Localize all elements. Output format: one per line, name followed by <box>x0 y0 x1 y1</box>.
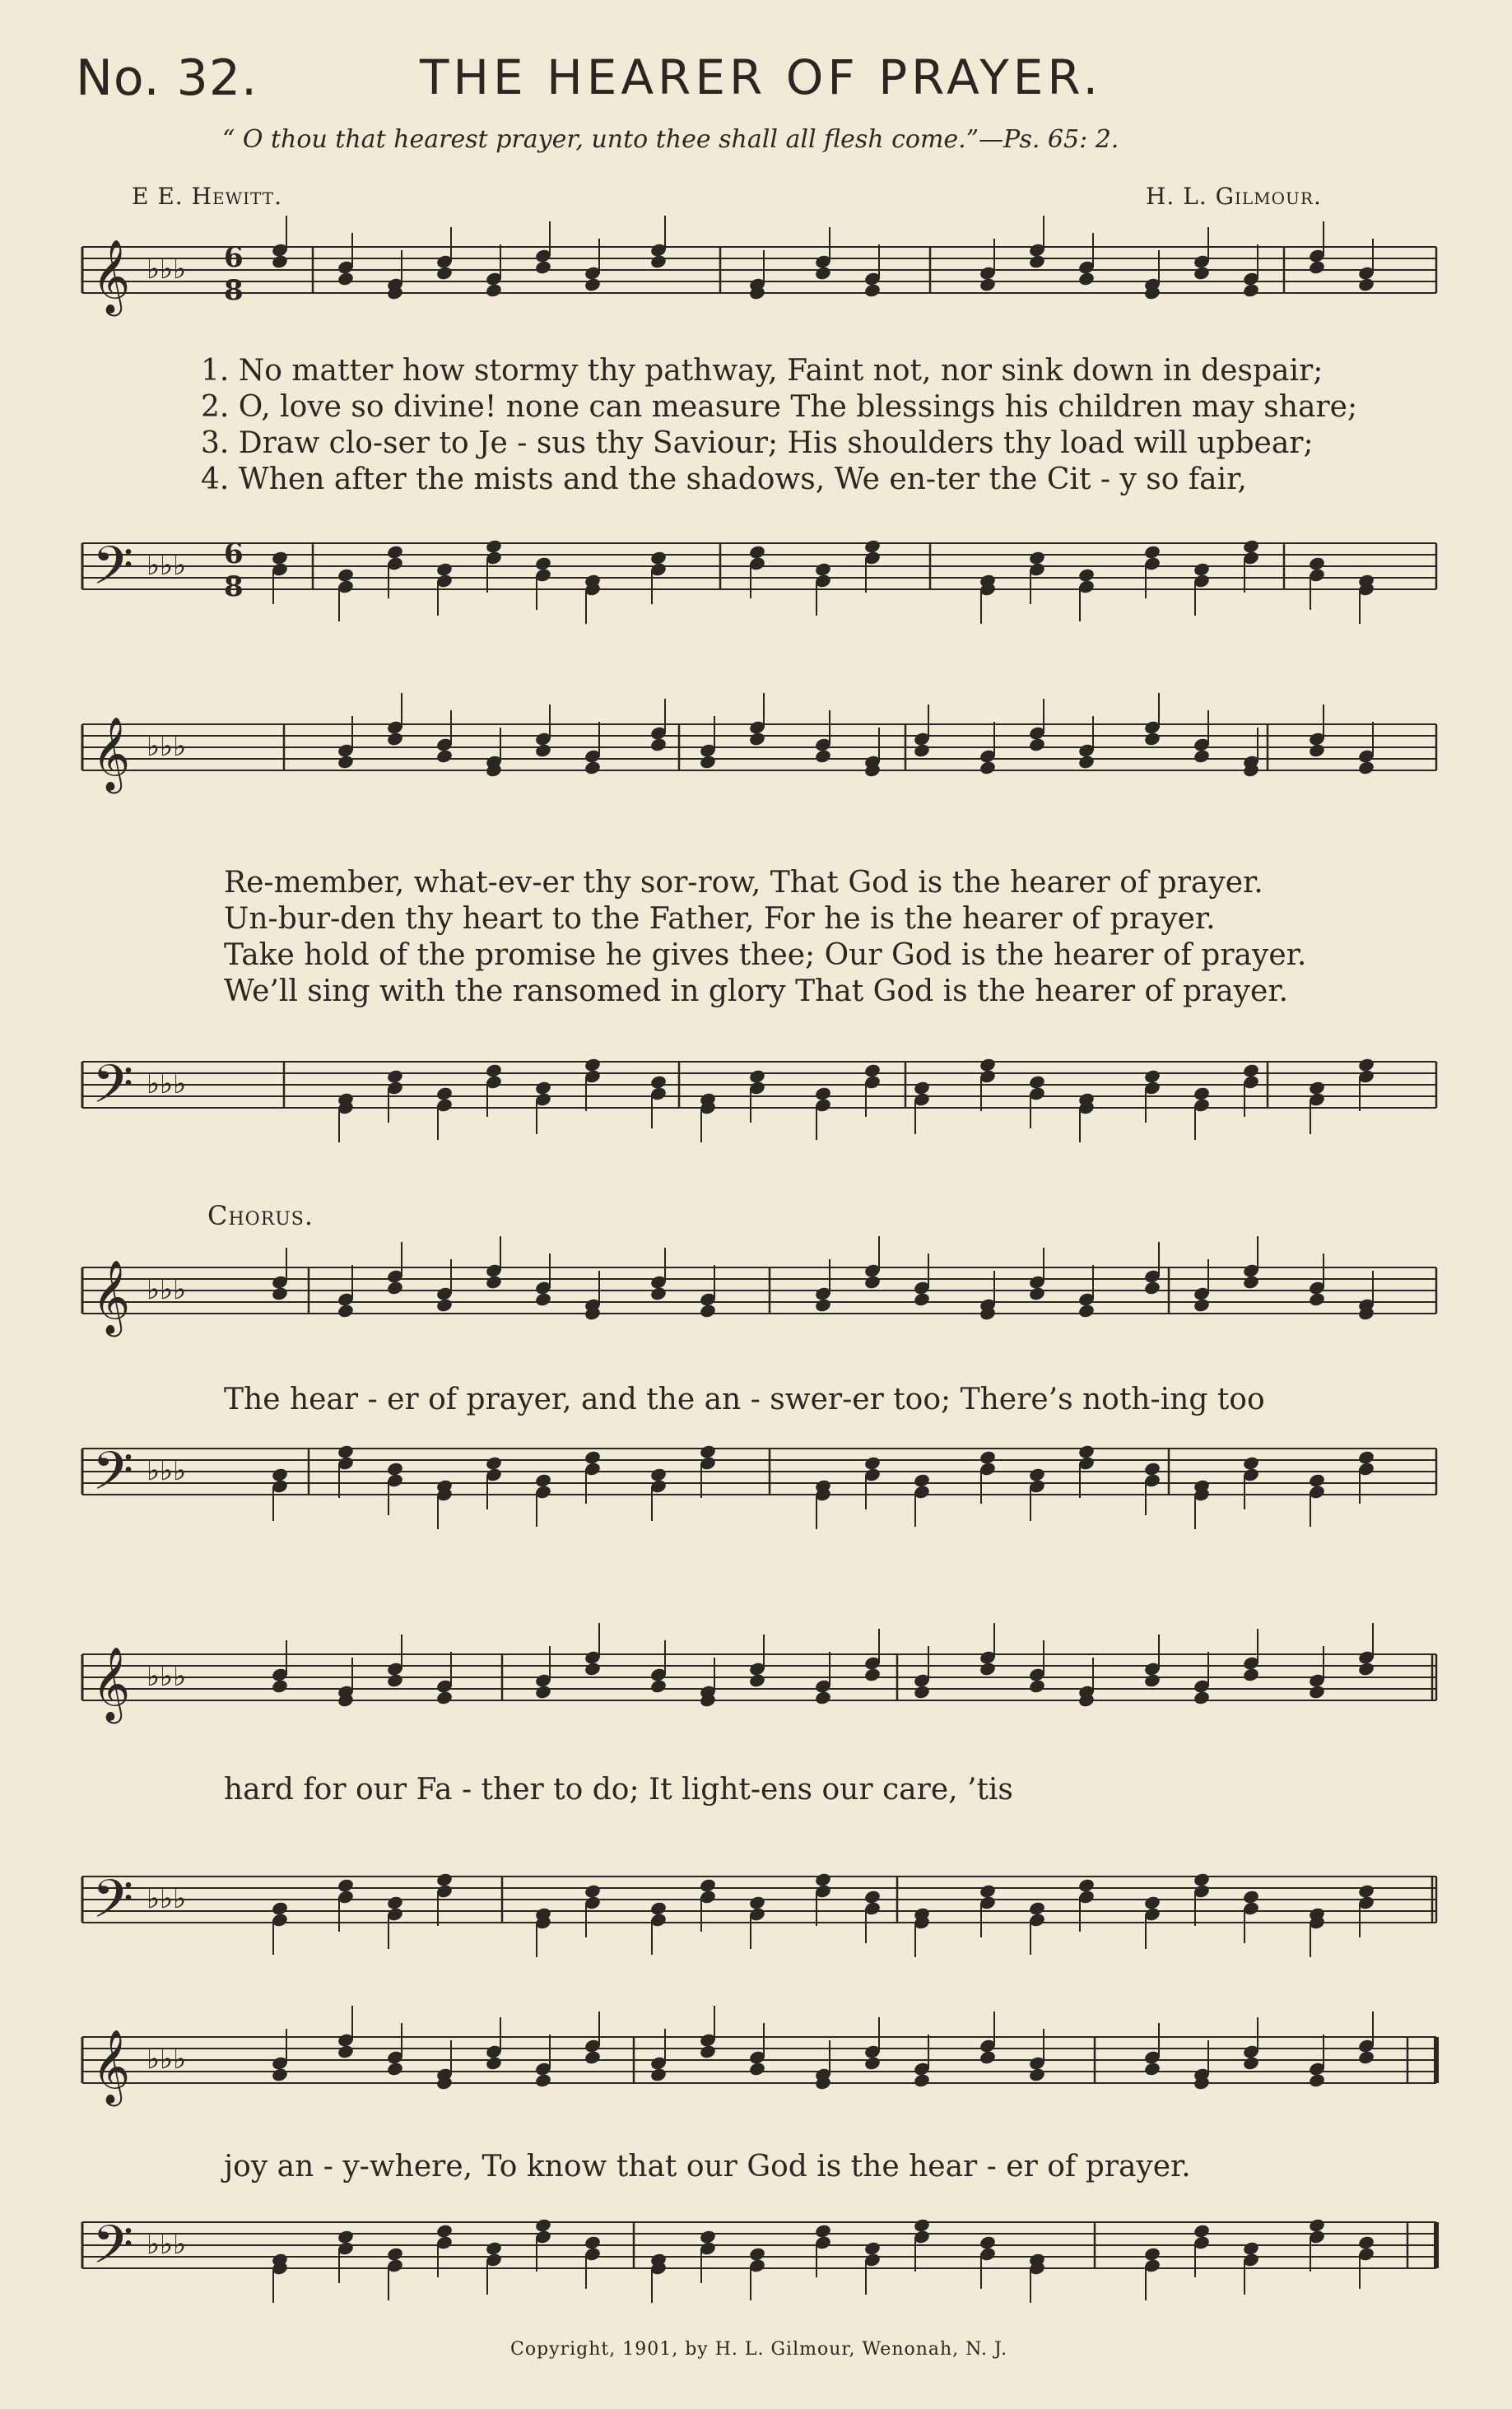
note-head <box>435 1086 454 1101</box>
note-head <box>1308 1684 1326 1700</box>
time-signature: 8 <box>224 570 244 603</box>
note-head <box>649 1900 668 1916</box>
verse-2-line-2: Un-bur-den thy heart to the Father, For he is the hearer of prayer. <box>224 902 1216 936</box>
treble-clef-icon: 𝄞 <box>92 2030 131 2104</box>
note-head <box>863 2240 882 2256</box>
note-head <box>863 1889 882 1904</box>
note-head <box>814 561 832 577</box>
chorus-line-3: joy an - y-where, To know that our God is the hear - er of prayer. <box>224 2150 1191 2183</box>
note-head <box>1077 271 1096 286</box>
note-head <box>863 2055 882 2071</box>
note-head <box>435 1872 454 1887</box>
note-head <box>584 1057 602 1072</box>
note-head <box>1357 1661 1375 1677</box>
hymn-number: No. 32. <box>76 49 258 107</box>
note-head <box>1143 1672 1161 1688</box>
note-head <box>584 2235 602 2250</box>
note-head <box>748 1895 766 1910</box>
note-head <box>979 1449 997 1465</box>
verse-1-line-2: Re-member, what-ev-er thy sor-row, That God is the hearer of prayer. <box>224 866 1263 900</box>
note-head <box>485 1274 503 1290</box>
note-head <box>584 1449 602 1465</box>
note-head <box>1193 561 1211 577</box>
note-head <box>814 265 832 281</box>
note-head <box>386 1461 404 1477</box>
key-signature-flats-icon: ♭♭♭ <box>147 730 187 763</box>
note-head <box>1357 1057 1375 1072</box>
bass-clef-icon: 𝄢 <box>92 536 134 610</box>
note-head <box>1308 1472 1326 1488</box>
key-signature-flats-icon: ♭♭♭ <box>147 1067 187 1100</box>
note-head <box>913 1472 931 1488</box>
note-head <box>534 556 552 571</box>
note-head <box>1193 748 1211 764</box>
note-head <box>1193 1297 1211 1313</box>
note-head <box>1242 1274 1260 1290</box>
key-signature-flats-icon: ♭♭♭ <box>147 253 187 286</box>
key-signature-flats-icon: ♭♭♭ <box>147 2043 187 2076</box>
note-head <box>748 544 766 560</box>
note-head <box>271 550 289 565</box>
note-head <box>1077 1444 1096 1459</box>
note-head <box>814 1086 832 1101</box>
note-head <box>534 1472 552 1488</box>
note-head <box>1308 2217 1326 2233</box>
key-signature-flats-icon: ♭♭♭ <box>147 1882 187 1915</box>
note-head <box>1357 1449 1375 1465</box>
note-head <box>386 544 404 560</box>
note-head <box>699 2229 717 2244</box>
note-head <box>1143 2246 1161 2262</box>
note-head <box>748 731 766 746</box>
note-head <box>913 2072 931 2088</box>
note-head <box>1242 1063 1260 1078</box>
note-head <box>699 1303 717 1318</box>
note-head <box>337 1444 355 1459</box>
treble-clef-icon: 𝄞 <box>92 240 131 314</box>
note-head <box>386 1895 404 1910</box>
note-head <box>1242 1455 1260 1471</box>
note-head <box>913 742 931 758</box>
note-head <box>337 754 355 770</box>
note-head <box>699 1444 717 1459</box>
bass-clef-icon: 𝄢 <box>92 1869 134 1943</box>
hymn-title: THE HEARER OF PRAYER. <box>420 49 1103 105</box>
verse-2-line-1: 2. O, love so divine! none can measure The blessings his children may share; <box>201 390 1358 424</box>
note-head <box>386 1068 404 1084</box>
note-head <box>699 1877 717 1893</box>
verse-1-line-1: 1. No matter how stormy thy pathway, Faint not, nor sink down in despair; <box>201 354 1324 388</box>
bass-clef-icon: 𝄢 <box>92 1054 134 1128</box>
note-head <box>913 2217 931 2233</box>
note-head <box>534 1684 552 1700</box>
note-head <box>1077 1303 1096 1318</box>
note-head <box>1028 253 1046 269</box>
scripture-epigraph: “ O thou that hearest prayer, unto thee shall all flesh come.”—Ps. 65: 2. <box>222 125 1119 154</box>
note-head <box>1143 1461 1161 1477</box>
note-head <box>649 2067 668 2082</box>
note-head <box>649 1074 668 1090</box>
note-head <box>435 2223 454 2239</box>
note-head <box>1143 1068 1161 1084</box>
note-head <box>337 567 355 583</box>
note-head <box>649 1467 668 1482</box>
note-head <box>271 2067 289 2082</box>
note-head <box>435 265 454 281</box>
note-head <box>1193 1872 1211 1887</box>
note-head <box>1308 2072 1326 2088</box>
note-head <box>1143 544 1161 560</box>
note-head <box>1308 742 1326 758</box>
key-signature-flats-icon: ♭♭♭ <box>147 2228 187 2261</box>
note-head <box>534 1080 552 1095</box>
note-head <box>748 1672 766 1688</box>
note-head <box>584 760 602 775</box>
note-head <box>1077 1877 1096 1893</box>
note-head <box>913 1291 931 1307</box>
note-head <box>386 1280 404 1295</box>
note-head <box>748 2061 766 2076</box>
note-head <box>1242 1889 1260 1904</box>
note-head <box>863 282 882 298</box>
note-head <box>435 748 454 764</box>
note-head <box>814 748 832 764</box>
note-head <box>1193 1690 1211 1705</box>
chorus-line-1: The hear - er of prayer, and the an - swer-er too; There’s noth-ing too <box>224 1383 1265 1416</box>
time-signature: 8 <box>224 274 244 307</box>
bass-clef-icon: 𝄢 <box>92 1441 134 1515</box>
note-head <box>699 754 717 770</box>
note-head <box>584 277 602 292</box>
note-head <box>534 2217 552 2233</box>
verse-4-line-1: 4. When after the mists and the shadows, We en-ter the Cit - y so fair, <box>201 463 1247 496</box>
note-head <box>863 1455 882 1471</box>
copyright-notice: Copyright, 1901, by H. L. Gilmour, Wenonah, N. J. <box>510 2339 1008 2360</box>
note-head <box>814 1690 832 1705</box>
treble-clef-icon: 𝄞 <box>92 717 131 791</box>
note-head <box>1308 259 1326 275</box>
note-head <box>1077 567 1096 583</box>
note-head <box>979 760 997 775</box>
lyricist-credit: E E. Hewitt. <box>132 183 283 210</box>
note-head <box>649 1286 668 1301</box>
note-head <box>1242 1667 1260 1682</box>
verse-3-line-1: 3. Draw clo-ser to Je - sus thy Saviour; His shoulders thy load will upbear; <box>201 426 1314 460</box>
note-head <box>1193 2223 1211 2239</box>
note-head <box>649 1678 668 1694</box>
note-head <box>1028 550 1046 565</box>
verse-4-line-2: We’ll sing with the ransomed in glory That God is the hearer of prayer. <box>224 974 1289 1008</box>
note-head <box>534 1291 552 1307</box>
note-head <box>814 1297 832 1313</box>
note-head <box>979 1057 997 1072</box>
note-head <box>485 1063 503 1078</box>
note-head <box>386 1672 404 1688</box>
note-head <box>1028 2067 1046 2082</box>
note-head <box>1308 1291 1326 1307</box>
note-head <box>337 1303 355 1318</box>
note-head <box>649 253 668 269</box>
note-head <box>271 1467 289 1482</box>
note-head <box>814 1872 832 1887</box>
note-head <box>435 561 454 577</box>
note-head <box>1077 754 1096 770</box>
note-head <box>1028 1074 1046 1090</box>
key-signature-flats-icon: ♭♭♭ <box>147 1660 187 1693</box>
note-head <box>1028 1286 1046 1301</box>
note-head <box>1193 1086 1211 1101</box>
note-head <box>337 1877 355 1893</box>
chorus-line-2: hard for our Fa - ther to do; It light-ens our care, ’tis <box>224 1773 1013 1807</box>
time-signature: 6 <box>224 537 244 570</box>
time-signature: 6 <box>224 241 244 274</box>
bass-clef-icon: 𝄢 <box>92 2215 134 2289</box>
note-head <box>1242 538 1260 554</box>
key-signature-flats-icon: ♭♭♭ <box>147 1454 187 1487</box>
note-head <box>1028 1467 1046 1482</box>
note-head <box>485 2240 503 2256</box>
treble-clef-icon: 𝄞 <box>92 1647 131 1721</box>
note-head <box>649 737 668 752</box>
note-head <box>1028 1678 1046 1694</box>
note-head <box>863 1063 882 1078</box>
note-head <box>1357 1883 1375 1899</box>
note-head <box>1357 2049 1375 2065</box>
note-head <box>979 1883 997 1899</box>
note-head <box>485 2055 503 2071</box>
note-head <box>1193 265 1211 281</box>
note-head <box>1242 2055 1260 2071</box>
note-head <box>814 2223 832 2239</box>
note-head <box>1357 277 1375 292</box>
key-signature-flats-icon: ♭♭♭ <box>147 549 187 582</box>
note-head <box>979 2235 997 2250</box>
note-head <box>1028 1900 1046 1916</box>
note-head <box>337 2044 355 2059</box>
note-head <box>748 2246 766 2262</box>
note-head <box>534 2072 552 2088</box>
note-head <box>435 1297 454 1313</box>
note-head <box>1143 2061 1161 2076</box>
note-head <box>435 1690 454 1705</box>
note-head <box>1143 1280 1161 1295</box>
note-head <box>386 2061 404 2076</box>
note-head <box>271 1900 289 1916</box>
verse-3-line-2: Take hold of the promise he gives thee; Our God is the hearer of prayer. <box>224 938 1307 972</box>
note-head <box>534 259 552 275</box>
note-head <box>979 1661 997 1677</box>
note-head <box>1357 760 1375 775</box>
note-head <box>1242 282 1260 298</box>
note-head <box>863 1274 882 1290</box>
note-head <box>337 271 355 286</box>
note-head <box>649 550 668 565</box>
note-head <box>534 742 552 758</box>
note-head <box>386 731 404 746</box>
note-head <box>1143 731 1161 746</box>
note-head <box>584 2049 602 2065</box>
note-head <box>271 1286 289 1301</box>
note-head <box>337 2229 355 2244</box>
note-head <box>979 2049 997 2065</box>
key-signature-flats-icon: ♭♭♭ <box>147 1273 187 1306</box>
note-head <box>584 1883 602 1899</box>
note-head <box>1357 2235 1375 2250</box>
note-head <box>1028 737 1046 752</box>
note-head <box>1242 2240 1260 2256</box>
note-head <box>913 1684 931 1700</box>
note-head <box>748 1068 766 1084</box>
treble-clef-icon: 𝄞 <box>92 1260 131 1334</box>
note-head <box>271 253 289 269</box>
note-head <box>584 1661 602 1677</box>
note-head <box>979 277 997 292</box>
note-head <box>485 1455 503 1471</box>
note-head <box>1308 556 1326 571</box>
note-head <box>1308 1080 1326 1095</box>
note-head <box>913 1080 931 1095</box>
note-head <box>485 538 503 554</box>
composer-credit: H. L. Gilmour. <box>1146 183 1322 210</box>
note-head <box>485 282 503 298</box>
note-head <box>863 1667 882 1682</box>
note-head <box>1143 1895 1161 1910</box>
note-head <box>699 2044 717 2059</box>
note-head <box>863 538 882 554</box>
chorus-label: Chorus. <box>207 1200 314 1231</box>
note-head <box>386 2246 404 2262</box>
note-head <box>271 1678 289 1694</box>
